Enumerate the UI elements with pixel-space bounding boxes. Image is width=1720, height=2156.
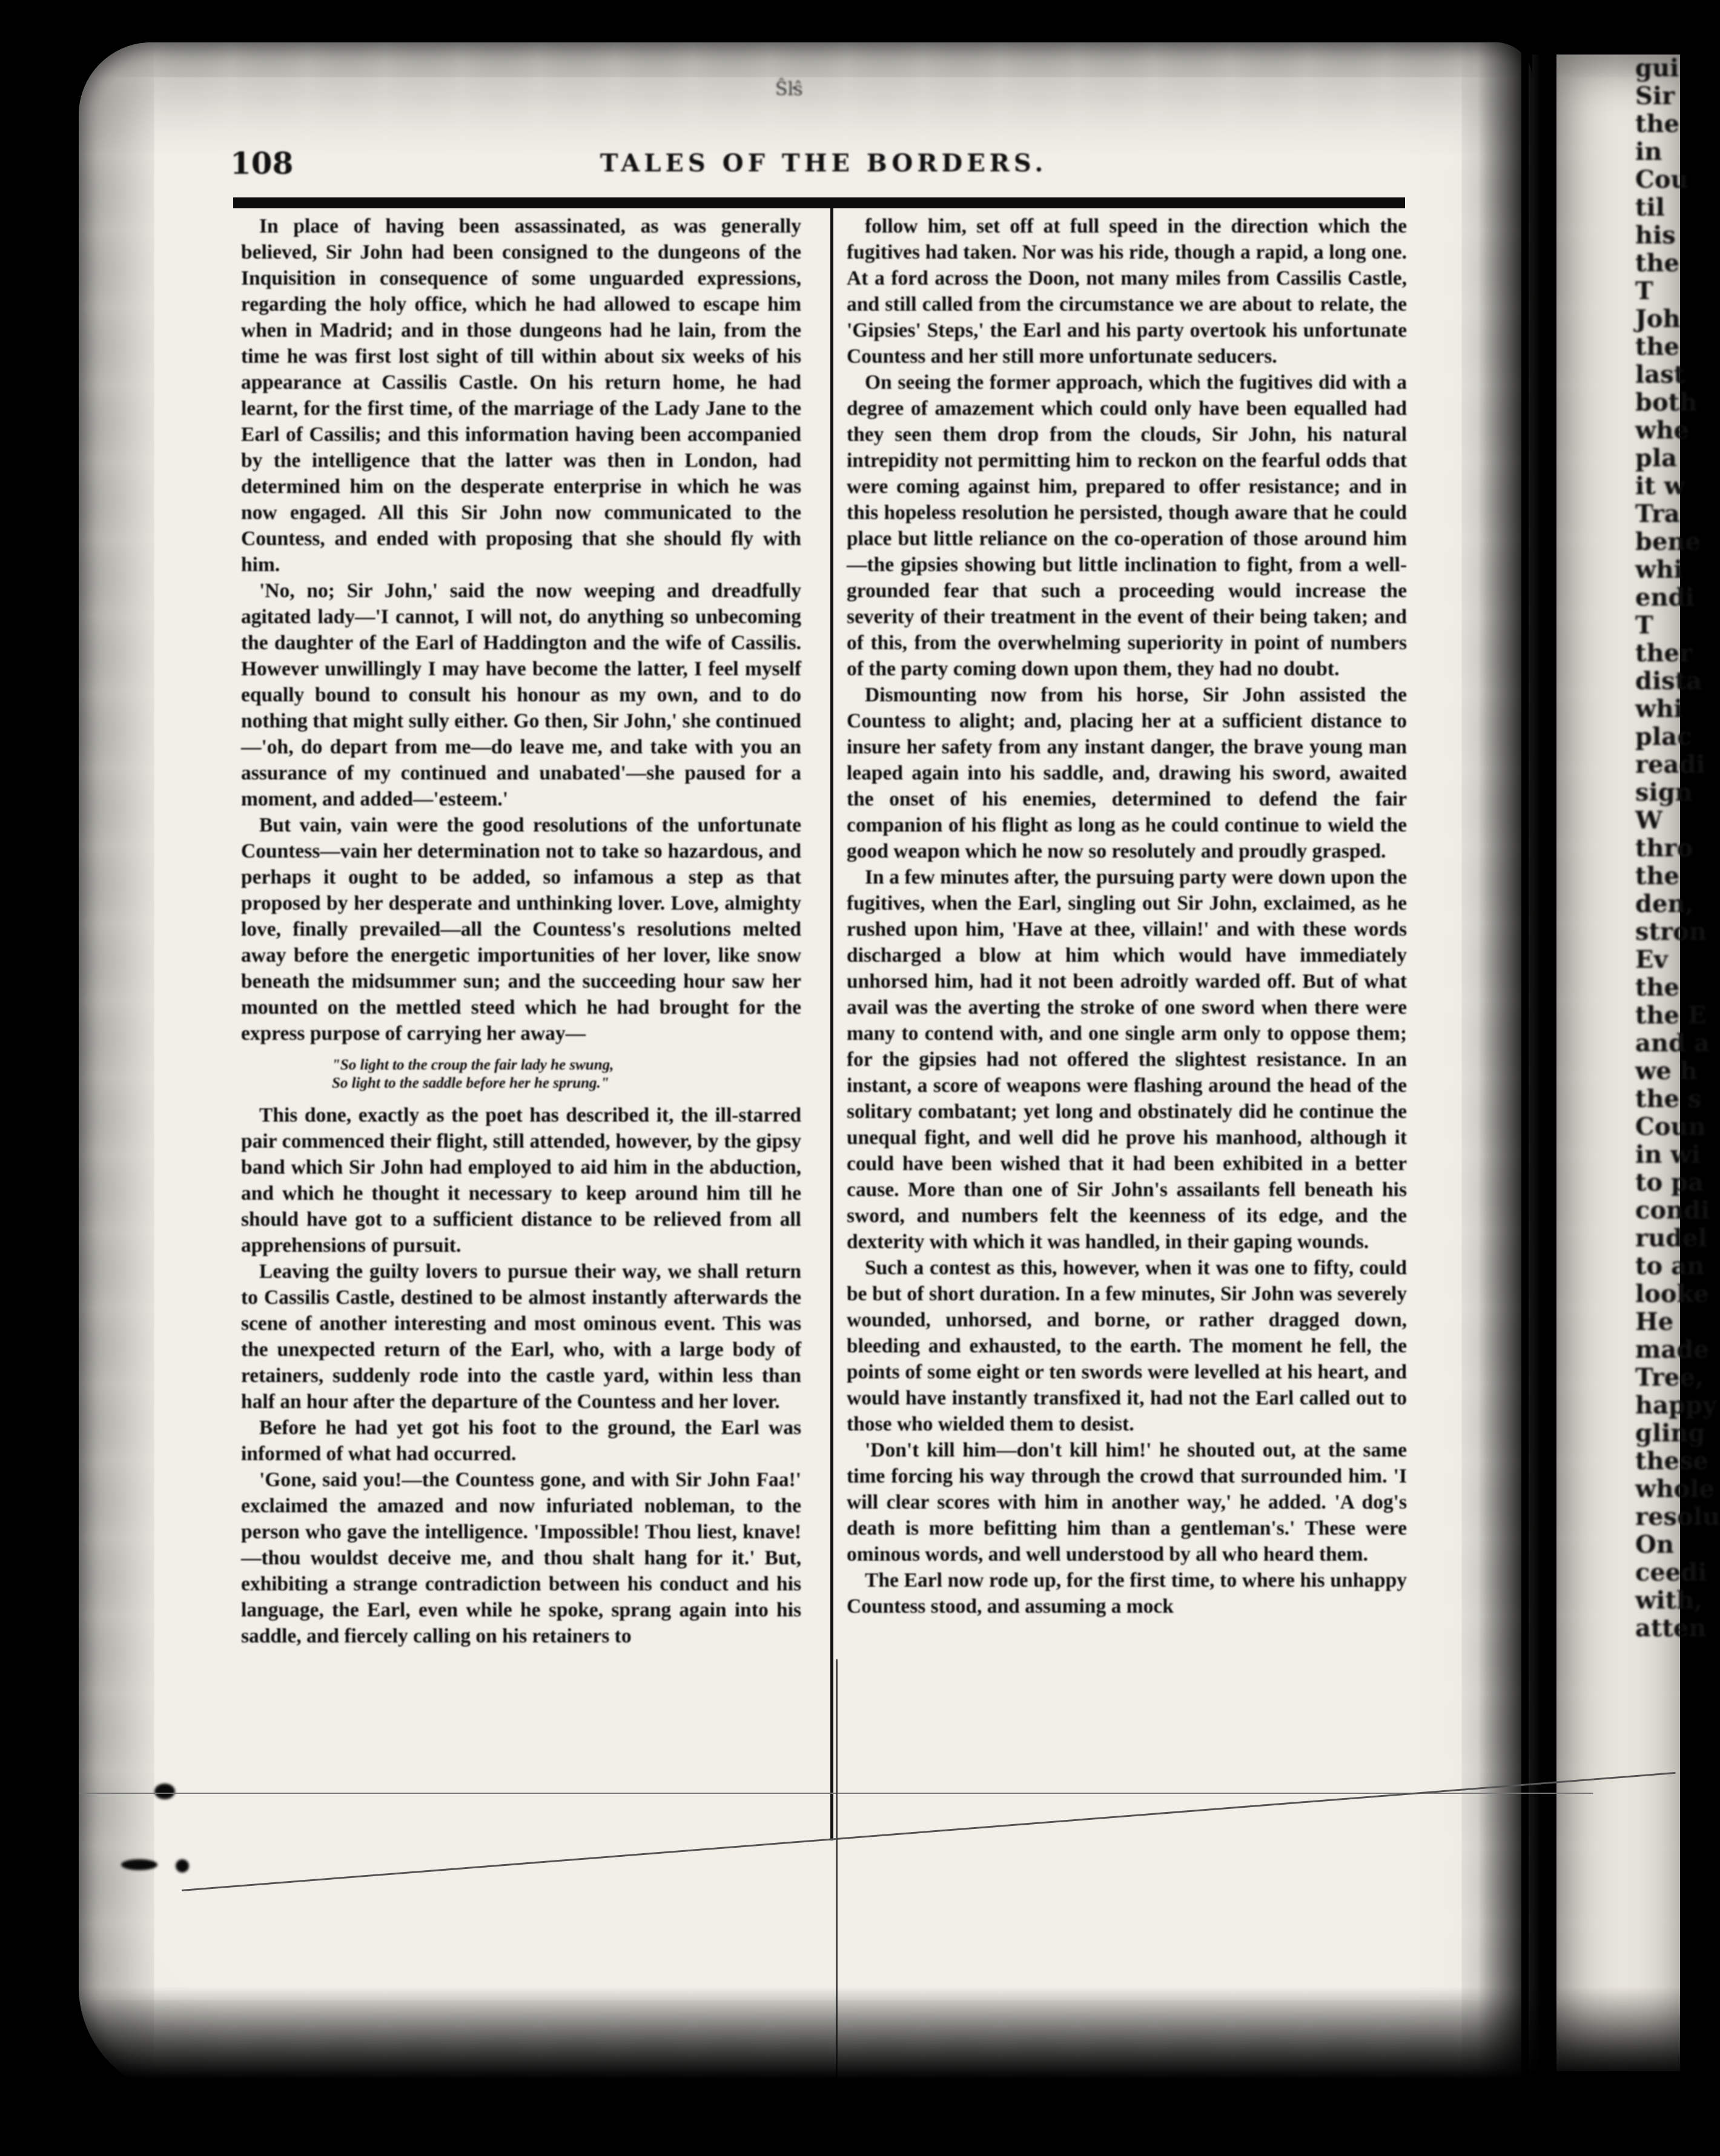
ink-blot bbox=[154, 1784, 175, 1799]
paragraph: Before he had yet got his foot to the ground, the Earl was informed of what had occurred. bbox=[241, 1417, 801, 1465]
gutter-line bbox=[1521, 0, 1529, 2156]
ink-blot bbox=[176, 1859, 189, 1873]
facing-page-fragment-line: readi bbox=[1635, 750, 1705, 779]
facing-page-fragment-line: rudel bbox=[1635, 1224, 1707, 1252]
facing-page-fragment-line: Joh bbox=[1635, 305, 1681, 333]
facing-page-fragment-line: Cou bbox=[1635, 165, 1689, 194]
facing-page-fragment-line: endi bbox=[1635, 583, 1695, 612]
facing-page-fragment-line: Ev bbox=[1635, 945, 1668, 974]
facing-page-fragment-line: Tree, bbox=[1635, 1363, 1704, 1392]
facing-page-fragment-line: ceedi bbox=[1635, 1558, 1707, 1587]
facing-page-fragment-line: looke bbox=[1635, 1280, 1709, 1308]
paragraph: But vain, vain were the good resolutions of the unfortunate Countess—vain her determination not to take so hazardous, and perhaps it ought to be added, so infamous a step as that proposed by her desperate and unthinking lover. Love, almighty love, finally prevailed—all the Countess's resolutions melted away before the energetic importunities of her lover, like snow beneath the midsummer sun; and the succeeding hour saw her mounted on the mettled steed which he had brought for the express purpose of carrying her away— bbox=[241, 814, 801, 1045]
running-title: TALES OF THE BORDERS. bbox=[600, 149, 1048, 177]
facing-page-fragment-line: the bbox=[1635, 973, 1680, 1002]
facing-page-fragment-line: made bbox=[1635, 1335, 1709, 1364]
facing-page-fragment-line: He bbox=[1635, 1308, 1674, 1336]
facing-page-fragment-line: dista bbox=[1635, 667, 1702, 695]
facing-page-fragment-line: bene bbox=[1635, 527, 1701, 556]
page-header bbox=[230, 145, 1417, 188]
paragraph: On seeing the former approach, which the fugitives did with a degree of amazement which could only have been equalled had they seen them drop from the clouds, Sir John, his natural intrepidity not permitting him to reckon on the fearful odds that were coming against him, prepared to offer resistance; and in this hopeless resolution he persisted, though aware that he could place but little reliance on the co-operation of those around him—the gipsies showing but little inclination to fight, from a well-grounded fear that such a proceeding would increase the severity of their treatment in the event of their being taken; and of this, from the overwhelming superiority in point of numbers of the party coming down upon them, they had no doubt. bbox=[847, 371, 1407, 680]
paragraph: Such a contest as this, however, when it was one to fifty, could be but of short duration. In a few minutes, Sir John was severely wounded, unhorsed, and borne, or rather dragged down, bleeding and exhausted, to the earth. The moment he fell, the points of some eight or ten swords were levelled at his heart, and would have instantly transfixed it, had not the Earl called out to those who wielded them to desist. bbox=[847, 1257, 1407, 1435]
facing-page-fragment-line: gling bbox=[1635, 1419, 1705, 1447]
paragraph: The Earl now rode up, for the first time, to where his unhappy Countess stood, and assuming a mock bbox=[847, 1569, 1407, 1618]
facing-page-fragment-line: with, bbox=[1635, 1586, 1703, 1615]
right-column bbox=[847, 213, 1407, 1619]
verse-quote bbox=[332, 1056, 801, 1093]
facing-page-fragment-line: in wi bbox=[1635, 1140, 1701, 1169]
facing-page-fragment-line: On bbox=[1635, 1530, 1674, 1559]
facing-page-fragment-line: til bbox=[1635, 193, 1665, 222]
facing-page-fragment-line: in bbox=[1635, 137, 1662, 166]
paragraph: follow him, set off at full speed in the direction which the fugitives had taken. Nor was his ride, though a rapid, a long one. At a ford across the Doon, not many miles from Cassilis Castle, and still called from the circumstance we are about to relate, the 'Gipsies' Steps,' the Earl and his party overtook his unfortunate Countess and her still more unfortunate seducers. bbox=[847, 215, 1407, 368]
bottom-shadow bbox=[0, 1986, 1680, 2156]
gutter-shadow bbox=[1478, 0, 1556, 2156]
facing-page-fragment-line: plac bbox=[1635, 723, 1692, 751]
verse-line: So light to the saddle before her he sprung." bbox=[332, 1075, 609, 1091]
facing-page-fragment-line: gui bbox=[1635, 54, 1679, 82]
facing-page-fragment-line: the s bbox=[1635, 1085, 1702, 1113]
paragraph: Dismounting now from his horse, Sir John assisted the Countess to alight; and, placing her at a sufficient distance to insure her safety from any instant danger, the brave young man leaped again into his saddle, and, drawing his sword, awaited the onset of his enemies, determined to defend the fair companion of his flight as long as he could continue to wield the good weapon which he now so resolutely and proudly grasped. bbox=[847, 684, 1407, 862]
facing-page-fragment-line: Tra bbox=[1635, 500, 1680, 528]
facing-page-fragment-line: pla bbox=[1635, 444, 1678, 472]
paragraph: 'Don't kill him—don't kill him!' he shouted out, at the same time forcing his way through the crowd that surrounded him. 'I will clear scores with him in another way,' he added. 'A dog's death is more befitting him than a gentleman's.' These were ominous words, and well understood by all who heard them. bbox=[847, 1439, 1407, 1566]
facing-page-fragment-line: T bbox=[1635, 611, 1653, 640]
paragraph: 'Gone, said you!—the Countess gone, and with Sir John Faa!' exclaimed the amazed and now infuriated nobleman, to the person who gave the intelligence. 'Impossible! Thou liest, knave!—thou wouldst deceive me, and thou shalt hang for it.' But, exhibiting a strange contradiction between his conduct and his language, the Earl, even while he spoke, sprang again into his saddle, and fiercely calling on his retainers to bbox=[241, 1469, 801, 1647]
facing-page-fragment-line: happy bbox=[1635, 1391, 1717, 1420]
facing-page-fragment-line: to pa bbox=[1635, 1168, 1704, 1197]
facing-page-fragment-line: the bbox=[1635, 110, 1680, 138]
paragraph: In place of having been assassinated, as was generally believed, Sir John had been consigned to the dungeons of the Inquisition in consequence of some unguarded expressions, regarding the holy office, which he had allowed to escape him when in Madrid; and in those dungeons had he lain, from the time he was first lost sight of till within about six weeks of his appearance at Cassilis Castle. On his return home, he had learnt, for the first time, of the marriage of the Lady Jane to the Earl of Cassilis; and this information having been accompanied by the intelligence that the latter was then in London, had determined him on the desperate enterprise in which he was now engaged. All this Sir John now communicated to the Countess, and ended with proposing that she should fly with him. bbox=[241, 215, 801, 576]
facing-page-fragment-line: whi bbox=[1635, 555, 1683, 584]
facing-page-fragment-line: Sir bbox=[1635, 82, 1675, 110]
facing-page-fragment-line: both bbox=[1635, 388, 1698, 417]
facing-page-fragment-line: ther bbox=[1635, 639, 1693, 667]
facing-page-fragment-line: and a bbox=[1635, 1029, 1710, 1057]
facing-page-fragment-line: T bbox=[1635, 277, 1653, 305]
paragraph: In a few minutes after, the pursuing party were down upon the fugitives, when the Earl, singling out Sir John, exclaimed, as he rushed upon him, 'Have at thee, villain!' and with these words discharged a blow at him which would have immediately unhorsed him, had it not been adroitly warded off. But of what avail was the averting the stroke of one sword when there were many to contend with, and one single arm only to oppose them; for the gipsies had not offered the slightest resistance. In an instant, a score of weapons were flashing around the head of the solitary combatant; yet long and obstinately did he continue the unequal fight, and well did he prove his manhood, although it could have been wished that it had been exhibited in a better cause. More than one of Sir John's assailants fell beneath his sword, and numbers felt the keenness of its edge, and the dexterity with which it was handled, in their gaping wounds. bbox=[847, 866, 1407, 1253]
facing-page-fragment-line: sign bbox=[1635, 778, 1693, 807]
paragraph: This done, exactly as the poet has described it, the ill-starred pair commenced their flight, still attended, however, by the gipsy band which Sir John had employed to aid him in the abduction, and which he thought it necessary to keep around him till he should have got to a sufficient distance to be relieved from all apprehensions of pursuit. bbox=[241, 1104, 801, 1257]
column-divider bbox=[830, 208, 833, 1840]
facing-page-fragment-line: stron bbox=[1635, 918, 1707, 946]
facing-page-fragment-line: last bbox=[1635, 360, 1685, 389]
top-mark: Ŝŀŝ bbox=[775, 79, 803, 100]
verse-line: "So light to the croup the fair lady he swung, bbox=[332, 1057, 614, 1073]
paragraph: Leaving the guilty lovers to pursue their way, we shall return to Cassilis Castle, destined to be almost instantly afterwards the scene of another interesting and most ominous event. This was the unexpected return of the Earl, who, with a large body of retainers, suddenly rode into the castle yard, within less than half an hour after the departure of the Countess and her lover. bbox=[241, 1260, 801, 1413]
facing-page-fragment-line: the bbox=[1635, 249, 1680, 277]
facing-page-fragment-line: whole bbox=[1635, 1475, 1715, 1503]
facing-page-fragment-line: the bbox=[1635, 332, 1680, 361]
facing-page-fragment-line: we h bbox=[1635, 1057, 1698, 1085]
facing-page-fragment-line: thro bbox=[1635, 834, 1693, 862]
facing-page-fragment-line: whi bbox=[1635, 695, 1683, 723]
page-number: 108 bbox=[230, 145, 294, 181]
paragraph: 'No, no; Sir John,' said the now weeping and dreadfully agitated lady—'I cannot, I will not, do anything so unbecoming the daughter of the Earl of Haddington and the wife of Cassilis. However unwillingly I may have become the latter, I feel myself equally bound to consult his honour as my own, and to do nothing that might sully either. Go then, Sir John,' she continued—'oh, do depart from me—do leave me, and take with you an assurance of my continued and unabated'—she paused for a moment, and added—'esteem.' bbox=[241, 580, 801, 810]
facing-page-fragment-line: whe bbox=[1635, 416, 1689, 445]
facing-page-fragment-line: the E bbox=[1635, 1001, 1707, 1030]
left-column bbox=[241, 213, 801, 1649]
header-rule bbox=[233, 197, 1405, 208]
ink-blot bbox=[121, 1859, 157, 1870]
facing-page-fragment-line: resolu bbox=[1635, 1503, 1720, 1531]
facing-page-fragment-line: his bbox=[1635, 221, 1676, 250]
facing-page-fragment-line: to an bbox=[1635, 1252, 1705, 1280]
facing-page-fragment-line: W bbox=[1635, 806, 1662, 835]
facing-page-fragment-line: Coun bbox=[1635, 1113, 1706, 1141]
facing-page-fragment-line: atten bbox=[1635, 1614, 1707, 1642]
facing-page-fragment-line: the bbox=[1635, 862, 1680, 890]
facing-page-fragment-line: den, bbox=[1635, 890, 1694, 918]
facing-page-fragment-line: it w bbox=[1635, 472, 1685, 500]
facing-page-fragment-line: these bbox=[1635, 1447, 1708, 1475]
facing-page-fragment-line: condi bbox=[1635, 1196, 1710, 1225]
